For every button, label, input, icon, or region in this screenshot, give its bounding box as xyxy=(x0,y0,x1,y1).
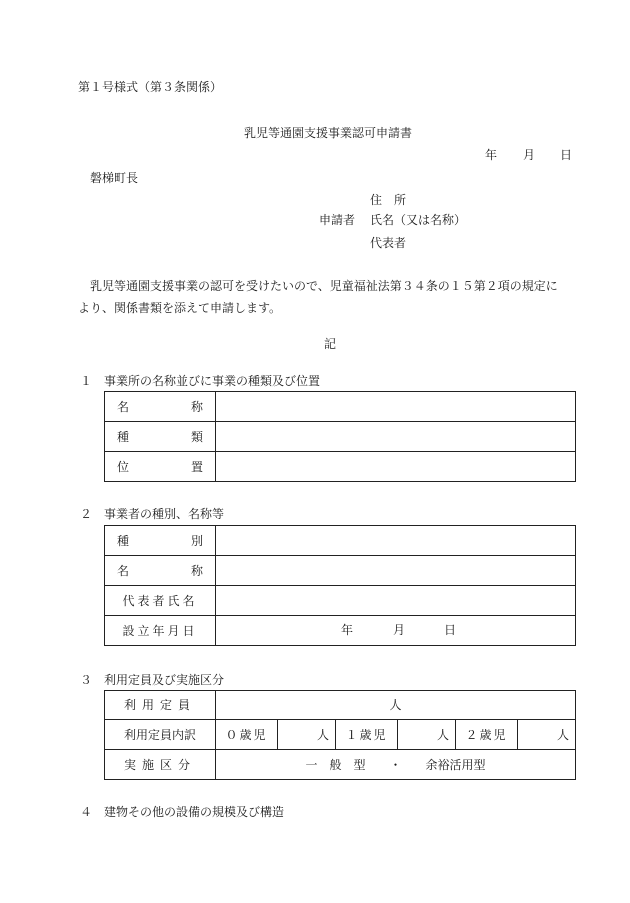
name-label: 氏名（又は名称） xyxy=(370,213,467,227)
label-cell: 位 置 xyxy=(105,452,216,482)
capacity-field[interactable] xyxy=(216,691,576,720)
label-cell: 名 称 xyxy=(105,392,216,422)
est-month-label: 月 xyxy=(393,622,406,637)
age-2-field[interactable]: 人 xyxy=(518,720,576,750)
facility-location-field[interactable] xyxy=(216,452,576,482)
capacity-unit: 人 xyxy=(389,698,402,712)
body-text-line-1: 乳児等通園支援事業の認可を受けたいので、児童福祉法第３４条の１５第２項の規定に xyxy=(90,279,558,293)
ki-heading: 記 xyxy=(324,337,337,351)
establishment-date-field[interactable] xyxy=(216,616,576,646)
section-1-title: 事業所の名称並びに事業の種類及び位置 xyxy=(104,374,321,388)
label-cell: 種 類 xyxy=(105,422,216,452)
capacity-breakdown-label: 利用定員内訳 xyxy=(105,720,216,750)
category-options[interactable]: 一 般 型 ・ 余裕活用型 xyxy=(216,750,576,780)
table-row xyxy=(105,720,576,750)
label-cell: 種 別 xyxy=(105,526,216,556)
age-0-field[interactable]: 人 xyxy=(278,720,336,750)
body-text-line-2: より、関係書類を添えて申請します。 xyxy=(78,301,282,315)
addressee: 磐梯町長 xyxy=(90,171,139,185)
operator-name-field[interactable] xyxy=(216,556,576,586)
operator-type-field[interactable] xyxy=(216,526,576,556)
age-1-field[interactable]: 人 xyxy=(398,720,456,750)
table-row xyxy=(105,616,576,646)
est-year-label: 年 xyxy=(341,622,354,637)
section-4-number: ４ xyxy=(80,805,93,819)
section-1-number: １ xyxy=(80,374,93,388)
age-2-label: ２歳児 xyxy=(456,720,518,750)
applicant-label: 申請者 xyxy=(319,213,356,227)
table-row xyxy=(105,392,576,422)
address-label: 住 所 xyxy=(370,193,407,207)
date-day-label: 日 xyxy=(560,148,573,162)
section-3-number: ３ xyxy=(80,673,93,687)
capacity-table xyxy=(104,690,576,780)
document-title: 乳児等通園支援事業認可申請書 xyxy=(244,126,413,140)
section-4-title: 建物その他の設備の規模及び構造 xyxy=(104,805,285,819)
facility-type-field[interactable] xyxy=(216,422,576,452)
capacity-label: 利用定員 xyxy=(105,691,216,720)
age-0-label: ０歳児 xyxy=(216,720,278,750)
table-row xyxy=(105,422,576,452)
facility-table xyxy=(104,391,576,482)
label-cell: 名 称 xyxy=(105,556,216,586)
section-2-number: ２ xyxy=(80,507,93,521)
table-row xyxy=(105,526,576,556)
representative-name-field[interactable] xyxy=(216,586,576,616)
est-day-label: 日 xyxy=(444,622,457,637)
establishment-date-label: 設立年月日 xyxy=(105,616,216,646)
operator-table xyxy=(104,525,576,646)
section-2-title: 事業者の種別、名称等 xyxy=(104,507,225,521)
table-row xyxy=(105,750,576,780)
date-month-label: 月 xyxy=(523,148,536,162)
form-number: 第１号様式（第３条関係） xyxy=(78,80,223,94)
representative-name-label: 代表者氏名 xyxy=(105,586,216,616)
age-1-label: １歳児 xyxy=(336,720,398,750)
table-row xyxy=(105,452,576,482)
table-row xyxy=(105,586,576,616)
table-row xyxy=(105,691,576,720)
representative-label: 代表者 xyxy=(370,236,407,250)
section-3-title: 利用定員及び実施区分 xyxy=(104,673,225,687)
facility-name-field[interactable] xyxy=(216,392,576,422)
table-row xyxy=(105,556,576,586)
category-label: 実施区分 xyxy=(105,750,216,780)
date-year-label: 年 xyxy=(485,148,498,162)
